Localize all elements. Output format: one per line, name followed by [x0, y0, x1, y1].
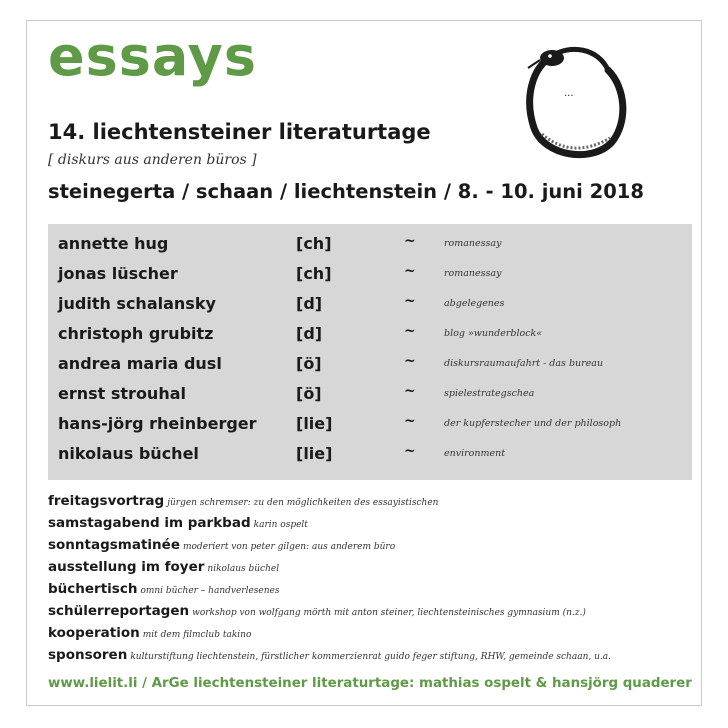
event-label: sponsoren: [48, 647, 128, 663]
author-row: [48, 264, 692, 294]
author-topic: blog »wunderblock«: [444, 328, 543, 339]
tilde-separator: ~: [404, 293, 416, 309]
tilde-separator: ~: [404, 413, 416, 429]
author-name: christoph grubitz: [58, 324, 214, 343]
author-row: [48, 234, 692, 264]
event-detail: mit dem filmclub takino: [142, 630, 252, 640]
festival-location: steinegerta / schaan / liechtenstein / 8. - 10. juni 2018: [48, 180, 644, 203]
author-country: [d]: [296, 294, 323, 313]
author-topic: environment: [444, 448, 506, 459]
author-topic: spielestrategschea: [444, 388, 535, 399]
author-country: [lie]: [296, 444, 333, 463]
ouroboros-snake-icon: [512, 38, 630, 170]
event-item: [48, 578, 280, 597]
event-item: [48, 644, 611, 663]
author-name: jonas lüscher: [58, 264, 178, 283]
event-item: [48, 534, 395, 553]
author-row: [48, 324, 692, 354]
author-name: judith schalansky: [58, 294, 216, 313]
event-detail: nikolaus büchel: [207, 564, 280, 574]
author-topic: abgelegenes: [444, 298, 505, 309]
event-item: [48, 490, 438, 509]
tilde-separator: ~: [404, 383, 416, 399]
event-label: sonntagsmatinée: [48, 537, 180, 553]
event-label: schülerreportagen: [48, 603, 190, 619]
author-row: [48, 414, 692, 444]
event-label: büchertisch: [48, 581, 138, 597]
tilde-separator: ~: [404, 233, 416, 249]
author-row: [48, 444, 692, 474]
festival-tagline: [ diskurs aus anderen büros ]: [48, 152, 257, 168]
logo-text: ...: [564, 88, 574, 99]
author-country: [ch]: [296, 234, 332, 253]
event-item: [48, 622, 251, 641]
author-country: [ö]: [296, 354, 322, 373]
festival-subtitle: 14. liechtensteiner literaturtage: [48, 120, 431, 144]
author-row: [48, 384, 692, 414]
author-country: [ö]: [296, 384, 322, 403]
event-detail: kulturstiftung liechtenstein, fürstlicher kommerzienrat guido feger stiftung, RHW, gemeinde schaan, u.a.: [130, 652, 611, 662]
author-topic: romanessay: [444, 268, 502, 279]
author-row: [48, 294, 692, 324]
author-name: hans-jörg rheinberger: [58, 414, 257, 433]
event-label: kooperation: [48, 625, 140, 641]
author-name: nikolaus büchel: [58, 444, 199, 463]
footer-credits: www.lielit.li / ArGe liechtensteiner literaturtage: mathias ospelt & hansjörg quaderer: [48, 676, 692, 691]
author-topic: romanessay: [444, 238, 502, 249]
tilde-separator: ~: [404, 263, 416, 279]
event-label: samstagabend im parkbad: [48, 515, 251, 531]
event-detail: workshop von wolfgang mörth mit anton steiner, liechtensteinisches gymnasium (n.z.): [192, 608, 586, 618]
author-country: [lie]: [296, 414, 333, 433]
author-name: annette hug: [58, 234, 169, 253]
event-item: [48, 556, 279, 575]
poster-title: essays: [48, 25, 258, 88]
event-label: ausstellung im foyer: [48, 559, 205, 575]
event-detail: omni bücher – handverlesenes: [140, 586, 280, 596]
tilde-separator: ~: [404, 323, 416, 339]
event-detail: karin ospelt: [253, 520, 308, 530]
author-topic: diskursraumaufahrt - das bureau: [444, 358, 604, 369]
tilde-separator: ~: [404, 353, 416, 369]
event-label: freitagsvortrag: [48, 493, 165, 509]
author-country: [ch]: [296, 264, 332, 283]
author-row: [48, 354, 692, 384]
event-detail: jürgen schremser: zu den möglichkeiten des essayistischen: [167, 498, 439, 508]
author-topic: der kupferstecher und der philosoph: [444, 418, 622, 429]
event-detail: moderiert von peter gilgen: aus anderem büro: [182, 542, 396, 552]
event-item: [48, 512, 308, 531]
event-item: [48, 600, 586, 619]
author-panel: [48, 224, 692, 480]
author-country: [d]: [296, 324, 323, 343]
tilde-separator: ~: [404, 443, 416, 459]
author-name: ernst strouhal: [58, 384, 186, 403]
author-name: andrea maria dusl: [58, 354, 222, 373]
